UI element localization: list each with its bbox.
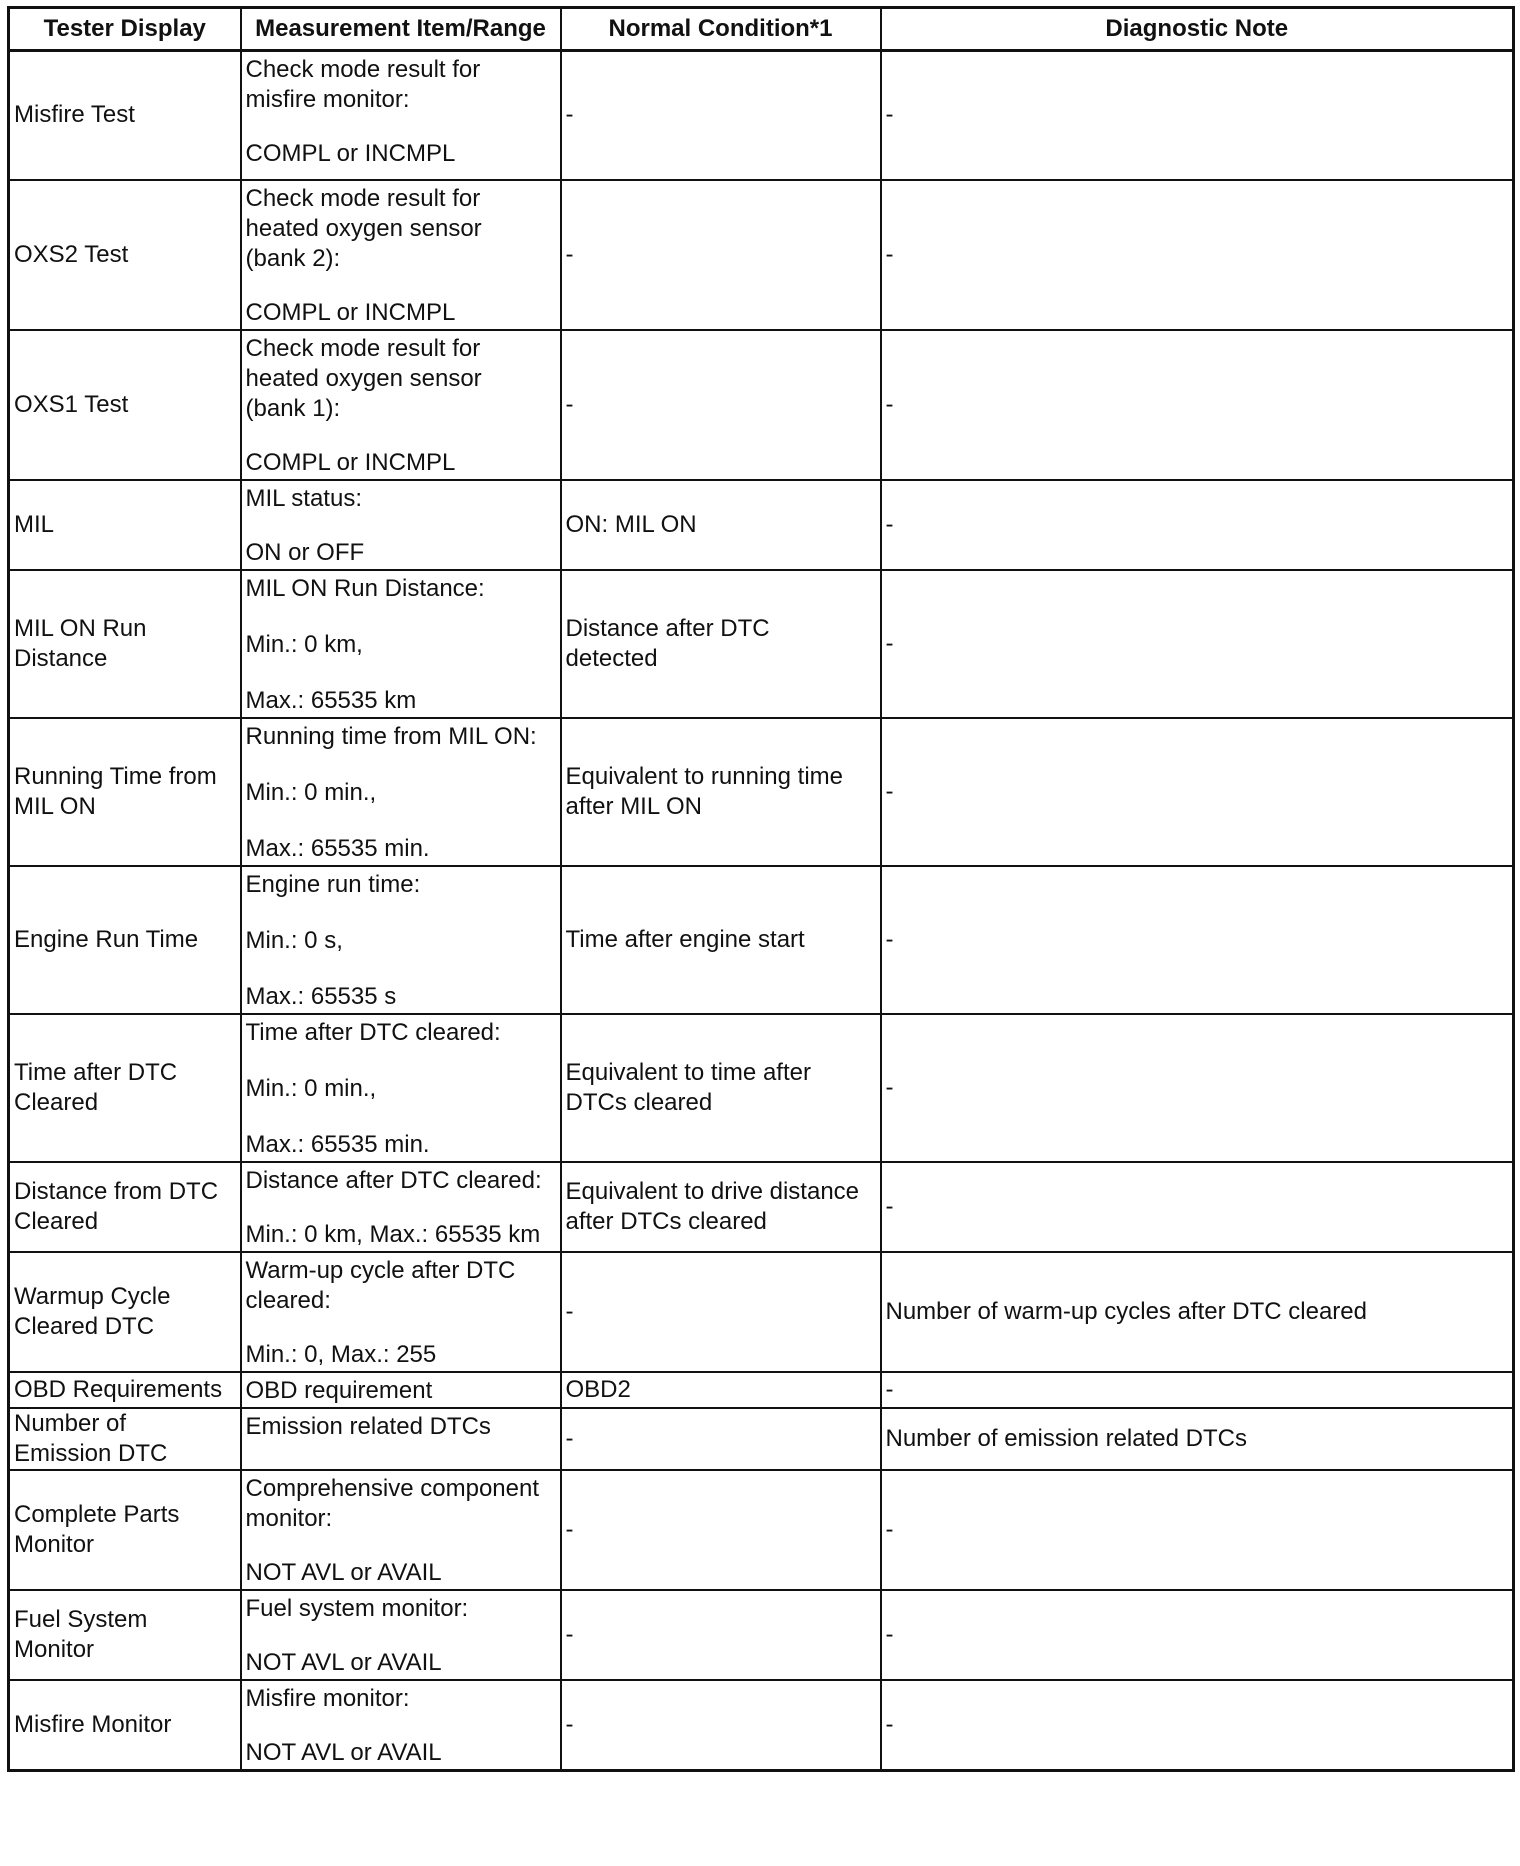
tester-display-cell bbox=[9, 718, 241, 866]
measurement-range-cell bbox=[241, 51, 561, 180]
table-row bbox=[9, 718, 1514, 866]
cell-text-line: - bbox=[565, 1515, 574, 1543]
cell-text-line: Min.: 0 km, Max.: 65535 km bbox=[245, 1220, 541, 1248]
measurement-range-cell bbox=[241, 1470, 561, 1590]
cell-text-line: MIL ON Run bbox=[14, 614, 147, 642]
cell-text-line: Check mode result for bbox=[245, 56, 481, 83]
cell-text-line: Min.: 0 s, bbox=[245, 926, 343, 954]
cell-text-line: - bbox=[885, 1620, 894, 1648]
diagnostic-note-cell bbox=[881, 1680, 1514, 1771]
diagnostic-note-cell bbox=[881, 180, 1514, 330]
cell-text-line: Max.: 65535 s bbox=[245, 982, 397, 1010]
cell-text-line: - bbox=[885, 240, 894, 268]
cell-text-line: Monitor bbox=[14, 1530, 95, 1558]
cell-text-line: NOT AVL or AVAIL bbox=[245, 1648, 442, 1676]
tester-display-cell bbox=[9, 330, 241, 480]
cell-text-line: COMPL or INCMPL bbox=[245, 140, 456, 167]
table-row bbox=[9, 330, 1514, 480]
cell-text-line: (bank 2): bbox=[245, 244, 341, 272]
cell-text-line: monitor: bbox=[245, 1504, 333, 1532]
header-tester-display: Tester Display bbox=[9, 8, 241, 51]
data-list-table bbox=[7, 6, 1515, 1772]
cell-text-line: OXS2 Test bbox=[14, 240, 129, 268]
cell-text-line: - bbox=[565, 101, 574, 129]
tester-display-cell bbox=[9, 1162, 241, 1252]
cell-text-line: heated oxygen sensor bbox=[245, 364, 482, 392]
cell-text-line: - bbox=[885, 777, 894, 805]
cell-text-line: Misfire monitor: bbox=[245, 1684, 410, 1712]
cell-text-line: Misfire Test bbox=[14, 101, 135, 129]
diagnostic-note-cell bbox=[881, 1252, 1514, 1372]
diagnostic-note-cell bbox=[881, 866, 1514, 1014]
cell-text-line: - bbox=[565, 1710, 574, 1738]
measurement-range-cell bbox=[241, 1252, 561, 1372]
cell-text-line: Check mode result for bbox=[245, 334, 481, 362]
diagnostic-note-cell bbox=[881, 1470, 1514, 1590]
cell-text-line: Running Time from bbox=[14, 762, 217, 790]
cell-text-line: ON: MIL ON bbox=[565, 510, 697, 538]
cell-text-line: Max.: 65535 min. bbox=[245, 1130, 430, 1158]
cell-text-line: NOT AVL or AVAIL bbox=[245, 1558, 442, 1586]
header-row bbox=[9, 8, 1514, 51]
cell-text-line: - bbox=[885, 510, 894, 538]
header-diagnostic-note: Diagnostic Note bbox=[881, 8, 1514, 51]
tester-display-cell bbox=[9, 1252, 241, 1372]
tester-display-cell bbox=[9, 480, 241, 570]
table-row bbox=[9, 1372, 1514, 1408]
cell-text-line: Engine Run Time bbox=[14, 925, 199, 953]
cell-text-line: Check mode result for bbox=[245, 184, 481, 212]
table-row bbox=[9, 1252, 1514, 1372]
cell-text-line: (bank 1): bbox=[245, 394, 341, 422]
diagnostic-note-cell bbox=[881, 51, 1514, 180]
cell-text-line: Max.: 65535 min. bbox=[245, 834, 430, 862]
measurement-range-cell bbox=[241, 1014, 561, 1162]
cell-text-line: Max.: 65535 km bbox=[245, 686, 417, 714]
cell-text-line: Equivalent to drive distance bbox=[565, 1177, 860, 1205]
cell-text-line: Equivalent to running time bbox=[565, 762, 843, 790]
header-measurement-item: Measurement Item/Range bbox=[241, 8, 561, 51]
measurement-range-cell bbox=[241, 1162, 561, 1252]
cell-text-line: MIL ON bbox=[14, 792, 96, 820]
table-row bbox=[9, 1408, 1514, 1470]
cell-text-line: Emission DTC bbox=[14, 1439, 168, 1467]
normal-condition-cell bbox=[561, 570, 881, 718]
table-row bbox=[9, 1680, 1514, 1771]
normal-condition-cell bbox=[561, 1252, 881, 1372]
cell-text-line: Equivalent to time after bbox=[565, 1058, 811, 1086]
normal-condition-cell bbox=[561, 1372, 881, 1408]
normal-condition-cell bbox=[561, 718, 881, 866]
diagnostic-note-cell bbox=[881, 1408, 1514, 1470]
normal-condition-cell bbox=[561, 1408, 881, 1470]
cell-text-line: Warmup Cycle bbox=[14, 1282, 171, 1310]
tester-display-cell bbox=[9, 570, 241, 718]
cell-text-line: Comprehensive component bbox=[245, 1474, 539, 1502]
cell-text-line: COMPL or INCMPL bbox=[245, 298, 456, 326]
normal-condition-cell bbox=[561, 51, 881, 180]
cell-text-line: Monitor bbox=[14, 1635, 95, 1663]
cell-text-line: Time after DTC bbox=[14, 1058, 178, 1086]
document-page bbox=[7, 6, 1512, 1772]
cell-text-line: Emission related DTCs bbox=[245, 1412, 491, 1440]
tester-display-cell bbox=[9, 1590, 241, 1680]
cell-text-line: Fuel System bbox=[14, 1605, 148, 1633]
normal-condition-cell bbox=[561, 1590, 881, 1680]
table-row bbox=[9, 570, 1514, 718]
measurement-range-cell bbox=[241, 1408, 561, 1470]
normal-condition-cell bbox=[561, 1680, 881, 1771]
cell-text-line: MIL bbox=[14, 510, 55, 538]
cell-text-line: Misfire Monitor bbox=[14, 1710, 172, 1738]
cell-text-line: Distance bbox=[14, 644, 108, 672]
cell-text-line: Min.: 0, Max.: 255 bbox=[245, 1340, 437, 1368]
cell-text-line: Cleared bbox=[14, 1088, 99, 1116]
diagnostic-note-cell bbox=[881, 718, 1514, 866]
cell-text-line: Min.: 0 km, bbox=[245, 630, 363, 658]
tester-display-cell bbox=[9, 180, 241, 330]
cell-text-line: OBD Requirements bbox=[14, 1375, 223, 1403]
cell-text-line: - bbox=[885, 1515, 894, 1543]
diagnostic-note-cell bbox=[881, 480, 1514, 570]
cell-text-line: misfire monitor: bbox=[245, 86, 410, 113]
cell-text-line: Min.: 0 min., bbox=[245, 778, 377, 806]
table-row bbox=[9, 1014, 1514, 1162]
cell-text-line: Cleared bbox=[14, 1207, 99, 1235]
table-row bbox=[9, 51, 1514, 180]
tester-display-cell bbox=[9, 866, 241, 1014]
measurement-range-cell bbox=[241, 330, 561, 480]
measurement-range-cell bbox=[241, 1680, 561, 1771]
cell-text-line: - bbox=[885, 1375, 894, 1403]
table-row bbox=[9, 1162, 1514, 1252]
cell-text-line: Distance after DTC cleared: bbox=[245, 1166, 542, 1194]
measurement-range-cell bbox=[241, 570, 561, 718]
cell-text-line: Cleared DTC bbox=[14, 1312, 155, 1340]
cell-text-line: after DTCs cleared bbox=[565, 1207, 767, 1235]
tester-display-cell bbox=[9, 1372, 241, 1408]
diagnostic-note-cell bbox=[881, 1162, 1514, 1252]
measurement-range-cell bbox=[241, 180, 561, 330]
cell-text-line: detected bbox=[565, 644, 658, 672]
tester-display-cell bbox=[9, 1408, 241, 1470]
table-row bbox=[9, 480, 1514, 570]
cell-text-line: ON or OFF bbox=[245, 538, 365, 566]
cell-text-line: - bbox=[885, 925, 894, 953]
cell-text-line: Warm-up cycle after DTC bbox=[245, 1256, 516, 1284]
cell-text-line: - bbox=[565, 390, 574, 418]
cell-text-line: - bbox=[885, 629, 894, 657]
table-row bbox=[9, 866, 1514, 1014]
cell-text-line: - bbox=[565, 1620, 574, 1648]
measurement-range-cell bbox=[241, 866, 561, 1014]
cell-text-line: heated oxygen sensor bbox=[245, 214, 482, 242]
cell-text-line: - bbox=[885, 1192, 894, 1220]
cell-text-line: - bbox=[885, 1710, 894, 1738]
cell-text-line: cleared: bbox=[245, 1286, 331, 1314]
cell-text-line: OBD requirement bbox=[245, 1376, 433, 1404]
table-row bbox=[9, 1590, 1514, 1680]
cell-text-line: Fuel system monitor: bbox=[245, 1594, 469, 1622]
tester-display-cell bbox=[9, 1014, 241, 1162]
header-normal-condition: Normal Condition*1 bbox=[561, 8, 881, 51]
tester-display-cell bbox=[9, 51, 241, 180]
cell-text-line: NOT AVL or AVAIL bbox=[245, 1738, 442, 1766]
cell-text-line: COMPL or INCMPL bbox=[245, 448, 456, 476]
normal-condition-cell bbox=[561, 866, 881, 1014]
normal-condition-cell bbox=[561, 1014, 881, 1162]
cell-text-line: Number of emission related DTCs bbox=[885, 1424, 1247, 1452]
cell-text-line: Complete Parts bbox=[14, 1500, 180, 1528]
measurement-range-cell bbox=[241, 1590, 561, 1680]
measurement-range-cell bbox=[241, 718, 561, 866]
normal-condition-cell bbox=[561, 180, 881, 330]
cell-text-line: MIL status: bbox=[245, 484, 362, 512]
cell-text-line: Engine run time: bbox=[245, 870, 421, 898]
cell-text-line: - bbox=[885, 101, 894, 129]
diagnostic-note-cell bbox=[881, 1590, 1514, 1680]
diagnostic-note-cell bbox=[881, 1014, 1514, 1162]
normal-condition-cell bbox=[561, 1470, 881, 1590]
normal-condition-cell bbox=[561, 480, 881, 570]
cell-text-line: Distance from DTC bbox=[14, 1177, 219, 1205]
tester-display-cell bbox=[9, 1680, 241, 1771]
normal-condition-cell bbox=[561, 1162, 881, 1252]
diagnostic-note-cell bbox=[881, 330, 1514, 480]
cell-text-line: DTCs cleared bbox=[565, 1088, 713, 1116]
cell-text-line: - bbox=[885, 390, 894, 418]
cell-text-line: after MIL ON bbox=[565, 792, 702, 820]
cell-text-line: - bbox=[565, 240, 574, 268]
cell-text-line: Number of warm-up cycles after DTC cleared bbox=[885, 1297, 1367, 1325]
table-row bbox=[9, 1470, 1514, 1590]
measurement-range-cell bbox=[241, 1372, 561, 1408]
measurement-range-cell bbox=[241, 480, 561, 570]
cell-text-line: - bbox=[565, 1297, 574, 1325]
cell-text-line: Running time from MIL ON: bbox=[245, 722, 537, 750]
cell-text-line: Time after DTC cleared: bbox=[245, 1018, 501, 1046]
diagnostic-note-cell bbox=[881, 1372, 1514, 1408]
normal-condition-cell bbox=[561, 330, 881, 480]
cell-text-line: - bbox=[885, 1073, 894, 1101]
cell-text-line: Time after engine start bbox=[565, 925, 805, 953]
cell-text-line: Distance after DTC bbox=[565, 614, 770, 642]
table-row bbox=[9, 180, 1514, 330]
cell-text-line: - bbox=[565, 1424, 574, 1452]
cell-text-line: OBD2 bbox=[565, 1375, 631, 1403]
cell-text-line: MIL ON Run Distance: bbox=[245, 574, 485, 602]
tester-display-cell bbox=[9, 1470, 241, 1590]
cell-text-line: OXS1 Test bbox=[14, 390, 129, 418]
cell-text-line: Number of bbox=[14, 1409, 127, 1437]
cell-text-line: Min.: 0 min., bbox=[245, 1074, 377, 1102]
diagnostic-note-cell bbox=[881, 570, 1514, 718]
